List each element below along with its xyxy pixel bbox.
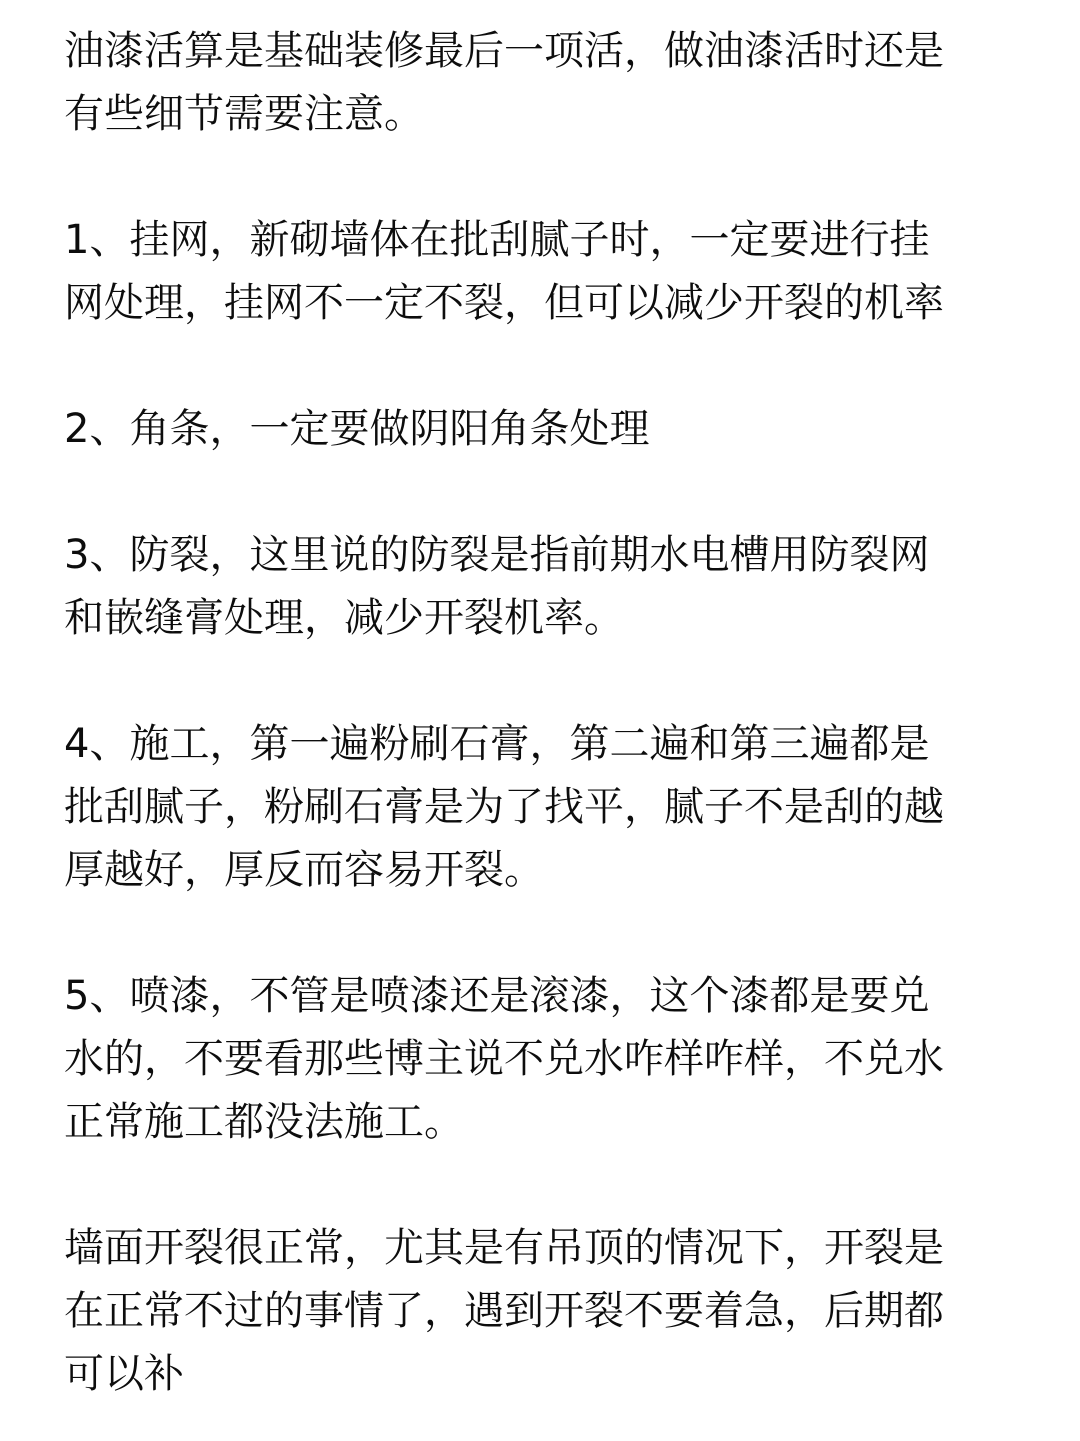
closing-paragraph [64,1217,1040,1406]
tip-item-5 [64,965,1040,1154]
paragraph-line: 和嵌缝膏处理，减少开裂机率。 [64,595,624,641]
paragraph-line: 批刮腻子，粉刷石膏是为了找平，腻子不是刮的越 [64,784,944,830]
paragraph-line: 正常施工都没法施工。 [64,1099,464,1145]
paragraph-line: 水的，不要看那些博主说不兑水咋样咋样，不兑水 [64,1036,944,1082]
tip-item-4 [64,713,1040,902]
paragraph-line: 1、挂网，新砌墙体在批刮腻子时，一定要进行挂 [64,217,930,263]
paragraph-line: 2、角条，一定要做阴阳角条处理 [64,406,650,452]
paragraph-line: 可以补 [64,1351,184,1397]
paragraph-line: 网处理，挂网不一定不裂，但可以减少开裂的机率 [64,280,944,326]
tip-item-3 [64,524,1040,650]
paragraph-line: 4、施工，第一遍粉刷石膏，第二遍和第三遍都是 [64,721,930,767]
paragraph-line: 墙面开裂很正常，尤其是有吊顶的情况下，开裂是 [64,1225,944,1271]
intro-paragraph [64,20,1040,146]
paragraph-line: 厚越好，厚反而容易开裂。 [64,847,544,893]
tip-item-2 [64,398,1040,461]
paragraph-line: 油漆活算是基础装修最后一项活，做油漆活时还是 [64,28,944,74]
paragraph-line: 有些细节需要注意。 [64,91,424,137]
tip-item-1 [64,209,1040,335]
paragraph-line: 3、防裂，这里说的防裂是指前期水电槽用防裂网 [64,532,930,578]
paragraph-line: 5、喷漆，不管是喷漆还是滚漆，这个漆都是要兑 [64,973,930,1019]
paragraph-line: 在正常不过的事情了，遇到开裂不要着急，后期都 [64,1288,944,1334]
